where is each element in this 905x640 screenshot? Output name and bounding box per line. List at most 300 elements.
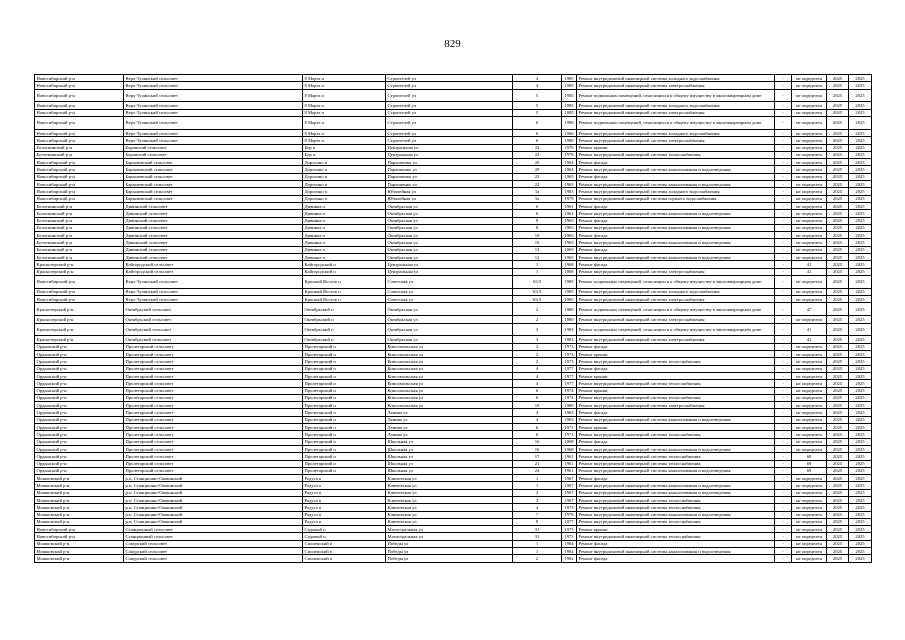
work-type-cell: Ремонт внутридомовой инженерной системы холодного водоснабжения xyxy=(577,288,775,295)
plan-start-cell: 2025 xyxy=(827,380,849,387)
street-cell: Строителей ул xyxy=(386,137,513,144)
settlement-cell: Пролетарский п xyxy=(303,460,386,467)
district-cell: Краснозерский р-н xyxy=(35,323,124,336)
plan-end-cell: 2025 xyxy=(849,82,872,89)
table-row xyxy=(35,288,872,295)
work-type-cell: Ремонт внутридомовой инженерной системы электроснабжения xyxy=(577,336,775,343)
district-cell: Мошковский р-н xyxy=(35,540,124,547)
dash-cell: - xyxy=(775,511,792,518)
dash-cell: - xyxy=(775,232,792,239)
street-cell: Центральная ул xyxy=(386,268,513,275)
district-cell: Новосибирский р-н xyxy=(35,109,124,116)
dash-cell: - xyxy=(775,246,792,253)
table-row xyxy=(35,323,872,336)
district-cell: Болотнинский р-н xyxy=(35,246,124,253)
street-cell: Комсомольская ул xyxy=(386,394,513,401)
table-row xyxy=(35,137,872,144)
municipality-cell: Пролетарский сельсовет xyxy=(124,394,303,401)
district-cell: Ордынский р-н xyxy=(35,453,124,460)
municipality-cell: р.п. Станционно-Ояшинский xyxy=(124,482,303,489)
cost-cell: не определен xyxy=(792,246,827,253)
street-cell: Комсомольская ул xyxy=(386,387,513,394)
dash-cell: - xyxy=(775,261,792,268)
repair-schedule-table xyxy=(34,74,872,563)
plan-start-cell: 2025 xyxy=(827,246,849,253)
house-cell: 17 xyxy=(513,453,562,460)
street-cell: Пархоменко ул xyxy=(386,166,513,173)
municipality-cell: Верх-Тулинский сельсовет xyxy=(124,102,303,109)
year-built-cell: 1973 xyxy=(562,533,577,540)
settlement-cell: Дорогино п xyxy=(303,166,386,173)
street-cell: Школьная ул xyxy=(386,467,513,474)
table-row xyxy=(35,195,872,202)
street-cell: Юбилейная ул xyxy=(386,195,513,202)
year-built-cell: 1985 xyxy=(562,288,577,295)
plan-end-cell: 2025 xyxy=(849,351,872,358)
work-type-cell: Ремонт крыши xyxy=(577,424,775,431)
house-cell: 7 xyxy=(513,511,562,518)
house-cell: 4 xyxy=(513,372,562,379)
dash-cell: - xyxy=(775,482,792,489)
plan-start-cell: 2025 xyxy=(827,402,849,409)
plan-start-cell: 2025 xyxy=(827,365,849,372)
year-built-cell: 1985 xyxy=(562,75,577,82)
plan-end-cell: 2025 xyxy=(849,387,872,394)
year-built-cell: 1965 xyxy=(562,232,577,239)
house-cell: 12 xyxy=(513,246,562,253)
year-built-cell: 1977 xyxy=(562,372,577,379)
plan-end-cell: 2025 xyxy=(849,151,872,158)
plan-start-cell: 2025 xyxy=(827,460,849,467)
settlement-cell: Пролетарский п xyxy=(303,387,386,394)
cost-cell: не определен xyxy=(792,365,827,372)
plan-start-cell: 2025 xyxy=(827,303,849,316)
plan-end-cell: 2025 xyxy=(849,188,872,195)
plan-end-cell: 2025 xyxy=(849,254,872,261)
street-cell: Центральная ул xyxy=(386,151,513,158)
street-cell: Октябрьская ул xyxy=(386,336,513,343)
street-cell: Магистральная ул xyxy=(386,533,513,540)
municipality-cell: Барышевский сельсовет xyxy=(124,159,303,166)
dash-cell: - xyxy=(775,151,792,158)
settlement-cell: Пролетарский п xyxy=(303,365,386,372)
district-cell: Болотнинский р-н xyxy=(35,202,124,209)
cost-cell: 69 xyxy=(792,467,827,474)
table-row xyxy=(35,482,872,489)
district-cell: Ордынский р-н xyxy=(35,402,124,409)
table-row xyxy=(35,117,872,130)
year-built-cell: 1968 xyxy=(562,261,577,268)
plan-end-cell: 2025 xyxy=(849,210,872,217)
plan-start-cell: 2025 xyxy=(827,159,849,166)
plan-end-cell: 2025 xyxy=(849,482,872,489)
plan-end-cell: 2025 xyxy=(849,511,872,518)
district-cell: Новосибирский р-н xyxy=(35,75,124,82)
settlement-cell: Бор п xyxy=(303,151,386,158)
settlement-cell: Смоленский п xyxy=(303,540,386,547)
street-cell: Ключевская ул xyxy=(386,482,513,489)
street-cell: Школьная ул xyxy=(386,460,513,467)
cost-cell: не определен xyxy=(792,518,827,525)
plan-end-cell: 2025 xyxy=(849,548,872,555)
street-cell: Октябрьская ул xyxy=(386,303,513,316)
cost-cell: не определен xyxy=(792,129,827,136)
plan-start-cell: 2025 xyxy=(827,555,849,562)
district-cell: Мошковский р-н xyxy=(35,555,124,562)
work-type-cell: Ремонт фасада xyxy=(577,540,775,547)
municipality-cell: р.п. Станционно-Ояшинский xyxy=(124,504,303,511)
house-cell: 6 xyxy=(513,387,562,394)
year-built-cell: 1963 xyxy=(562,409,577,416)
municipality-cell: Дивинский сельсовет xyxy=(124,217,303,224)
year-built-cell: 1976 xyxy=(562,151,577,158)
work-type-cell: Ремонт фасада xyxy=(577,409,775,416)
settlement-cell: 8 Марта п xyxy=(303,109,386,116)
cost-cell: не определен xyxy=(792,402,827,409)
table-row xyxy=(35,489,872,496)
work-type-cell: Ремонт внутридомовой инженерной системы канализования и водоотведения xyxy=(577,482,775,489)
street-cell: Советская ул xyxy=(386,275,513,288)
plan-end-cell: 2025 xyxy=(849,445,872,452)
street-cell: Школьная ул xyxy=(386,453,513,460)
dash-cell: - xyxy=(775,380,792,387)
municipality-cell: Дивинский сельсовет xyxy=(124,202,303,209)
street-cell: Ленина ул xyxy=(386,431,513,438)
settlement-cell: Радуга п xyxy=(303,482,386,489)
year-built-cell: 1980 xyxy=(562,316,577,323)
street-cell: Строителей ул xyxy=(386,89,513,102)
plan-end-cell: 2025 xyxy=(849,261,872,268)
district-cell: Ордынский р-н xyxy=(35,387,124,394)
plan-end-cell: 2025 xyxy=(849,343,872,350)
plan-start-cell: 2025 xyxy=(827,102,849,109)
cost-cell: не определен xyxy=(792,195,827,202)
dash-cell: - xyxy=(775,268,792,275)
plan-end-cell: 2025 xyxy=(849,232,872,239)
settlement-cell: Пролетарский п xyxy=(303,402,386,409)
dash-cell: - xyxy=(775,144,792,151)
table-row xyxy=(35,159,872,166)
year-built-cell: 1971 xyxy=(562,431,577,438)
cost-cell: не определен xyxy=(792,288,827,295)
municipality-cell: Кайгородский сельсовет xyxy=(124,261,303,268)
table-row xyxy=(35,89,872,102)
plan-end-cell: 2025 xyxy=(849,489,872,496)
dash-cell: - xyxy=(775,526,792,533)
plan-end-cell: 2025 xyxy=(849,166,872,173)
municipality-cell: Боровский сельсовет xyxy=(124,151,303,158)
plan-end-cell: 2025 xyxy=(849,475,872,482)
cost-cell: не определен xyxy=(792,89,827,102)
district-cell: Новосибирский р-н xyxy=(35,188,124,195)
street-cell: Строителей ул xyxy=(386,102,513,109)
table-row xyxy=(35,533,872,540)
settlement-cell: Дивинка п xyxy=(303,239,386,246)
settlement-cell: Октябрьский п xyxy=(303,336,386,343)
cost-cell: не определен xyxy=(792,438,827,445)
work-type-cell: Ремонт внутридомовой инженерной системы канализования и водоотведения xyxy=(577,166,775,173)
street-cell: Ленина ул xyxy=(386,424,513,431)
work-type-cell: Ремонт внутридомовой инженерной системы канализования и водоотведения xyxy=(577,181,775,188)
work-type-cell: Ремонт крыши xyxy=(577,144,775,151)
dash-cell: - xyxy=(775,372,792,379)
plan-start-cell: 2025 xyxy=(827,482,849,489)
work-type-cell: Ремонт внутридомовой инженерной системы теплоснабжения xyxy=(577,504,775,511)
year-built-cell: 1983 xyxy=(562,336,577,343)
plan-end-cell: 2025 xyxy=(849,358,872,365)
table-row xyxy=(35,475,872,482)
street-cell: Победы ул xyxy=(386,540,513,547)
municipality-cell: Дивинский сельсовет xyxy=(124,246,303,253)
house-cell: 8 xyxy=(513,518,562,525)
street-cell: Школьная ул xyxy=(386,438,513,445)
dash-cell: - xyxy=(775,416,792,423)
house-cell: 4 xyxy=(513,409,562,416)
district-cell: Ордынский р-н xyxy=(35,431,124,438)
municipality-cell: Дивинский сельсовет xyxy=(124,210,303,217)
dash-cell: - xyxy=(775,402,792,409)
year-built-cell: 1980 xyxy=(562,303,577,316)
work-type-cell: Ремонт фасада xyxy=(577,343,775,350)
settlement-cell: Пролетарский п xyxy=(303,438,386,445)
plan-end-cell: 2025 xyxy=(849,533,872,540)
plan-end-cell: 2025 xyxy=(849,380,872,387)
year-built-cell: 1966 xyxy=(562,129,577,136)
year-built-cell: 1984 xyxy=(562,540,577,547)
municipality-cell: Барышевский сельсовет xyxy=(124,188,303,195)
street-cell: Ключевская ул xyxy=(386,489,513,496)
dash-cell: - xyxy=(775,254,792,261)
table-row xyxy=(35,296,872,303)
dash-cell: - xyxy=(775,497,792,504)
cost-cell: не определен xyxy=(792,102,827,109)
work-type-cell: Ремонт подвальных помещений, относящихся к общему имуществу в многоквартирном доме xyxy=(577,89,775,102)
cost-cell: не определен xyxy=(792,232,827,239)
street-cell: Строителей ул xyxy=(386,75,513,82)
house-cell: 5 xyxy=(513,102,562,109)
year-built-cell: 1968 xyxy=(562,438,577,445)
house-cell: 6 xyxy=(513,424,562,431)
work-type-cell: Ремонт внутридомовой инженерной системы теплоснабжения xyxy=(577,358,775,365)
settlement-cell: Бор п xyxy=(303,144,386,151)
cost-cell: не определен xyxy=(792,343,827,350)
district-cell: Мошковский р-н xyxy=(35,475,124,482)
house-cell: 8 xyxy=(513,217,562,224)
cost-cell: не определен xyxy=(792,82,827,89)
cost-cell: не определен xyxy=(792,224,827,231)
plan-start-cell: 2025 xyxy=(827,526,849,533)
house-cell: 1 xyxy=(513,482,562,489)
cost-cell: не определен xyxy=(792,254,827,261)
cost-cell: не определен xyxy=(792,173,827,180)
municipality-cell: Пролетарский сельсовет xyxy=(124,365,303,372)
work-type-cell: Ремонт крыши xyxy=(577,387,775,394)
settlement-cell: Садовый п xyxy=(303,533,386,540)
plan-start-cell: 2025 xyxy=(827,296,849,303)
street-cell: Комсомольская ул xyxy=(386,365,513,372)
street-cell: Ключевская ул xyxy=(386,511,513,518)
dash-cell: - xyxy=(775,239,792,246)
plan-start-cell: 2025 xyxy=(827,416,849,423)
year-built-cell: 1974 xyxy=(562,387,577,394)
settlement-cell: Пролетарский п xyxy=(303,343,386,350)
plan-end-cell: 2025 xyxy=(849,460,872,467)
plan-start-cell: 2025 xyxy=(827,511,849,518)
district-cell: Ордынский р-н xyxy=(35,372,124,379)
district-cell: Ордынский р-н xyxy=(35,424,124,431)
plan-start-cell: 2025 xyxy=(827,195,849,202)
cost-cell: не определен xyxy=(792,181,827,188)
table-row xyxy=(35,129,872,136)
work-type-cell: Ремонт внутридомовой инженерной системы теплоснабжения xyxy=(577,394,775,401)
year-built-cell: 1985 xyxy=(562,82,577,89)
plan-end-cell: 2025 xyxy=(849,181,872,188)
dash-cell: - xyxy=(775,518,792,525)
district-cell: Ордынский р-н xyxy=(35,460,124,467)
dash-cell: - xyxy=(775,89,792,102)
year-built-cell: 1967 xyxy=(562,482,577,489)
plan-end-cell: 2025 xyxy=(849,323,872,336)
dash-cell: - xyxy=(775,431,792,438)
house-cell: 6 xyxy=(513,129,562,136)
settlement-cell: Дивинка п xyxy=(303,217,386,224)
work-type-cell: Ремонт внутридомовой инженерной системы теплоснабжения xyxy=(577,460,775,467)
settlement-cell: 8 Марта п xyxy=(303,102,386,109)
cost-cell: не определен xyxy=(792,144,827,151)
table-row xyxy=(35,511,872,518)
house-cell: 6 xyxy=(513,137,562,144)
year-built-cell: 1965 xyxy=(562,217,577,224)
house-cell: 21 xyxy=(513,460,562,467)
dash-cell: - xyxy=(775,409,792,416)
municipality-cell: Верх-Тулинский сельсовет xyxy=(124,137,303,144)
street-cell: Октябрьская ул xyxy=(386,239,513,246)
year-built-cell: 1965 xyxy=(562,246,577,253)
plan-start-cell: 2025 xyxy=(827,217,849,224)
plan-start-cell: 2025 xyxy=(827,548,849,555)
house-cell: 1 xyxy=(513,261,562,268)
settlement-cell: 8 Марта п xyxy=(303,129,386,136)
work-type-cell: Ремонт внутридомовой инженерной системы канализования и водоотведения xyxy=(577,548,775,555)
settlement-cell: Пролетарский п xyxy=(303,394,386,401)
dash-cell: - xyxy=(775,438,792,445)
work-type-cell: Ремонт подвальных помещений, относящихся к общему имуществу в многоквартирном доме xyxy=(577,323,775,336)
table-row xyxy=(35,365,872,372)
settlement-cell: Пролетарский п xyxy=(303,358,386,365)
dash-cell: - xyxy=(775,504,792,511)
dash-cell: - xyxy=(775,316,792,323)
dash-cell: - xyxy=(775,453,792,460)
work-type-cell: Ремонт внутридомовой инженерной системы канализования и водоотведения xyxy=(577,489,775,496)
municipality-cell: Сокурский сельсовет xyxy=(124,548,303,555)
table-row xyxy=(35,526,872,533)
municipality-cell: Пролетарский сельсовет xyxy=(124,460,303,467)
settlement-cell: 8 Марта п xyxy=(303,117,386,130)
dash-cell: - xyxy=(775,109,792,116)
plan-end-cell: 2025 xyxy=(849,159,872,166)
year-built-cell: 1977 xyxy=(562,380,577,387)
plan-start-cell: 2025 xyxy=(827,75,849,82)
street-cell: Октябрьская ул xyxy=(386,202,513,209)
work-type-cell: Ремонт фасада xyxy=(577,159,775,166)
municipality-cell: Сокурский сельсовет xyxy=(124,540,303,547)
plan-end-cell: 2025 xyxy=(849,402,872,409)
plan-start-cell: 2025 xyxy=(827,144,849,151)
cost-cell: не определен xyxy=(792,431,827,438)
municipality-cell: Кайгородский сельсовет xyxy=(124,268,303,275)
work-type-cell: Ремонт внутридомовой инженерной системы холодного водоснабжения xyxy=(577,75,775,82)
municipality-cell: Октябрьский сельсовет xyxy=(124,323,303,336)
cost-cell: не определен xyxy=(792,316,827,323)
table-row xyxy=(35,261,872,268)
plan-end-cell: 2025 xyxy=(849,504,872,511)
district-cell: Новосибирский р-н xyxy=(35,137,124,144)
table-row xyxy=(35,540,872,547)
year-built-cell: 1973 xyxy=(562,504,577,511)
dash-cell: - xyxy=(775,202,792,209)
district-cell: Мошковский р-н xyxy=(35,504,124,511)
cost-cell: не определен xyxy=(792,511,827,518)
district-cell: Ордынский р-н xyxy=(35,438,124,445)
house-cell: 20 xyxy=(513,166,562,173)
street-cell: Ключевская ул xyxy=(386,518,513,525)
plan-start-cell: 2025 xyxy=(827,137,849,144)
house-cell: 1а xyxy=(513,195,562,202)
street-cell: Октябрьская ул xyxy=(386,217,513,224)
street-cell: Пархоменко ул xyxy=(386,173,513,180)
street-cell: Октябрьская ул xyxy=(386,323,513,336)
year-built-cell: 1968 xyxy=(562,268,577,275)
district-cell: Новосибирский р-н xyxy=(35,173,124,180)
settlement-cell: Дорогино п xyxy=(303,159,386,166)
plan-end-cell: 2025 xyxy=(849,75,872,82)
table-row xyxy=(35,181,872,188)
settlement-cell: Радуга п xyxy=(303,489,386,496)
dash-cell: - xyxy=(775,540,792,547)
street-cell: Комсомольская ул xyxy=(386,380,513,387)
settlement-cell: Кайгородский п xyxy=(303,268,386,275)
municipality-cell: Пролетарский сельсовет xyxy=(124,380,303,387)
dash-cell: - xyxy=(775,387,792,394)
district-cell: Болотнинский р-н xyxy=(35,144,124,151)
municipality-cell: Станционный сельсовет xyxy=(124,526,303,533)
municipality-cell: Пролетарский сельсовет xyxy=(124,351,303,358)
plan-end-cell: 2025 xyxy=(849,224,872,231)
plan-start-cell: 2025 xyxy=(827,343,849,350)
plan-start-cell: 2025 xyxy=(827,467,849,474)
year-built-cell: 1961 xyxy=(562,467,577,474)
house-cell: 31 xyxy=(513,533,562,540)
plan-end-cell: 2025 xyxy=(849,526,872,533)
dash-cell: - xyxy=(775,224,792,231)
work-type-cell: Ремонт фасада xyxy=(577,365,775,372)
dash-cell: - xyxy=(775,555,792,562)
plan-end-cell: 2025 xyxy=(849,424,872,431)
street-cell: Победы ул xyxy=(386,548,513,555)
plan-start-cell: 2025 xyxy=(827,129,849,136)
dash-cell: - xyxy=(775,117,792,130)
work-type-cell: Ремонт фасада xyxy=(577,475,775,482)
plan-end-cell: 2025 xyxy=(849,268,872,275)
municipality-cell: Верх-Тулинский сельсовет xyxy=(124,82,303,89)
house-cell: 6 xyxy=(513,210,562,217)
dash-cell: - xyxy=(775,445,792,452)
house-cell: 8 xyxy=(513,224,562,231)
table-row xyxy=(35,166,872,173)
district-cell: Новосибирский р-н xyxy=(35,288,124,295)
table-row xyxy=(35,431,872,438)
district-cell: Ордынский р-н xyxy=(35,445,124,452)
